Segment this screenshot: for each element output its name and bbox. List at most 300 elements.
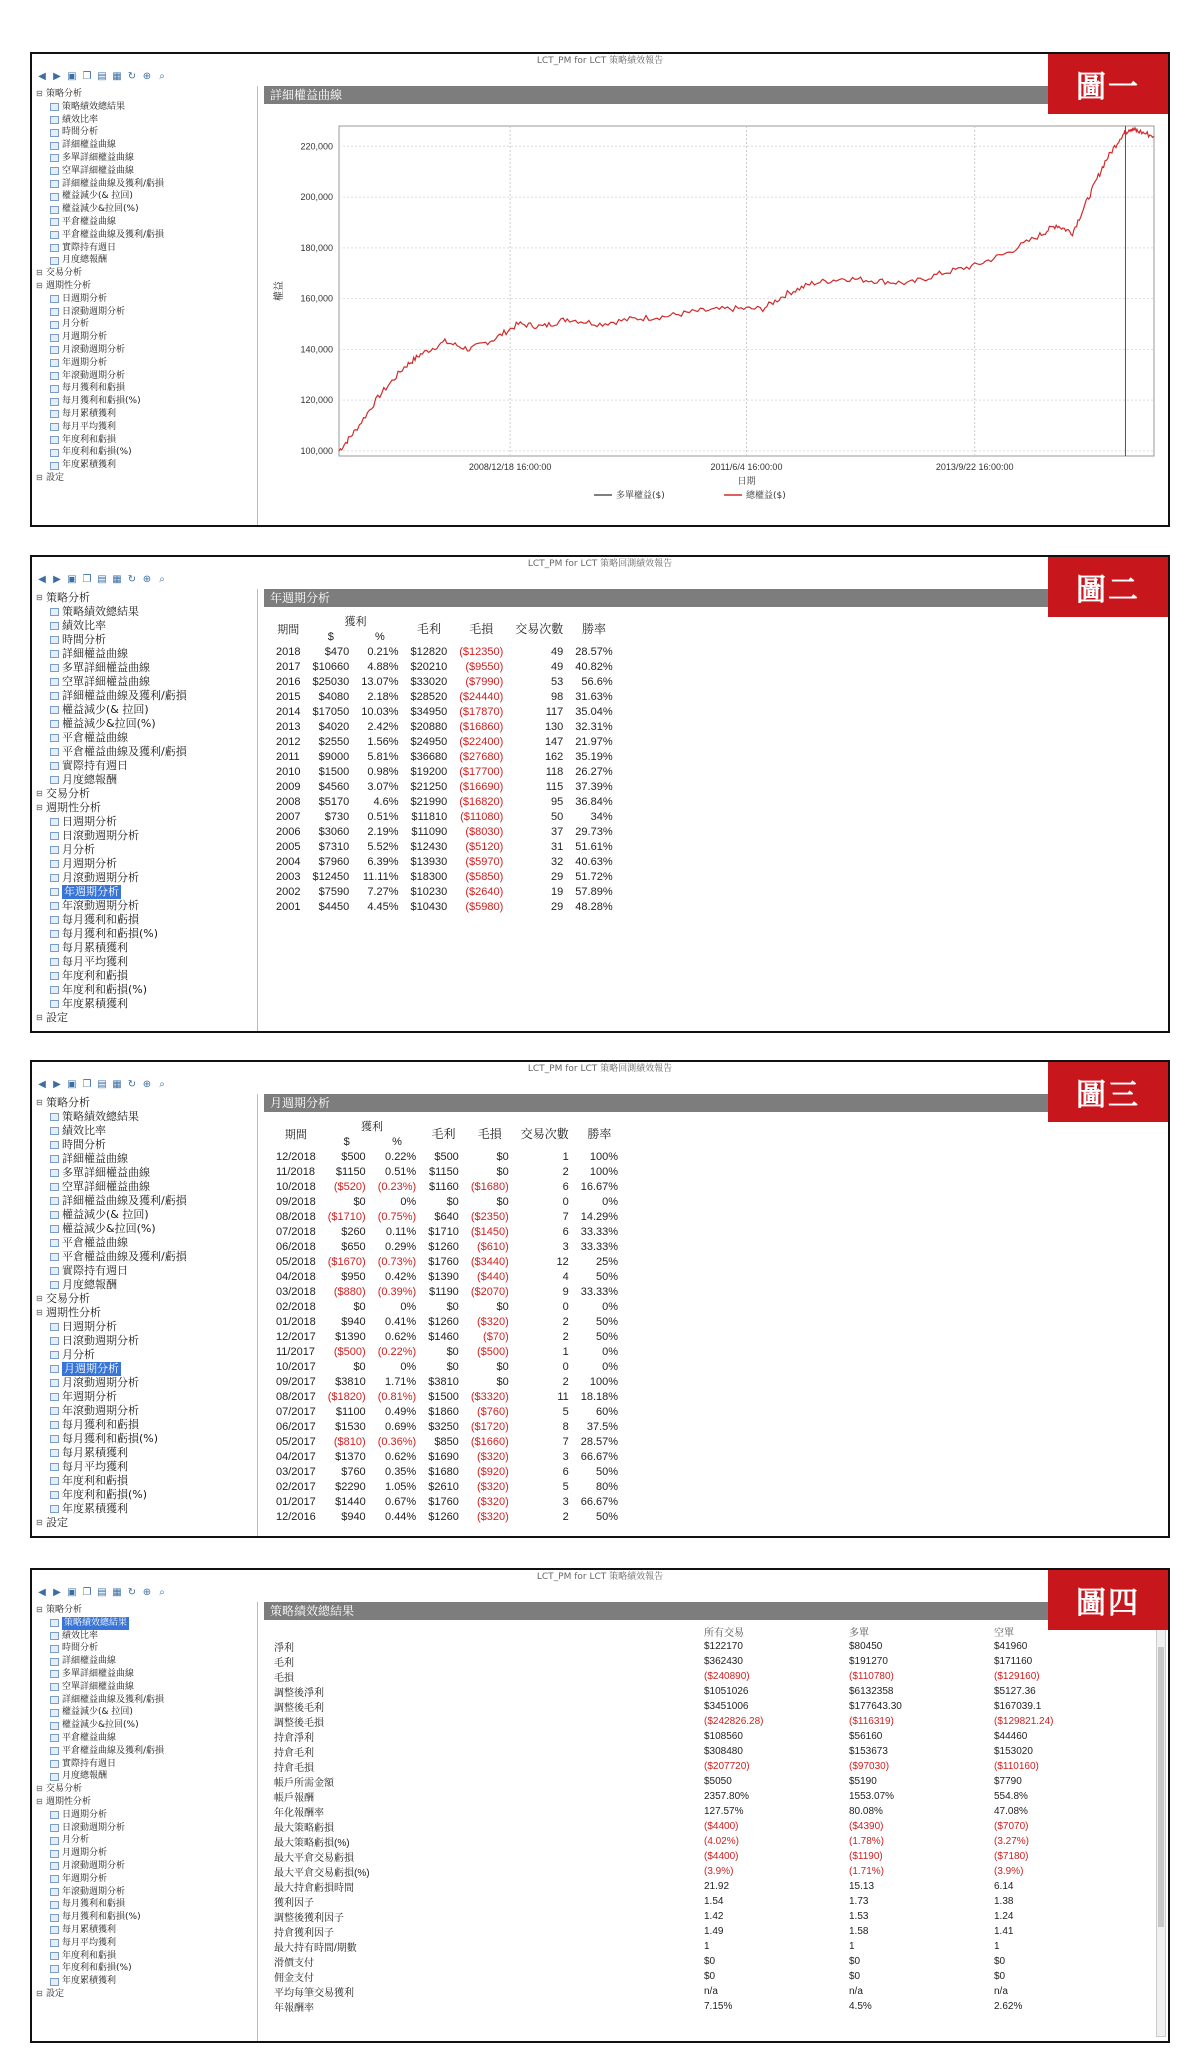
table-cell: $12430 (410, 840, 448, 853)
tree-item[interactable] (36, 745, 257, 759)
tree-item[interactable] (36, 1617, 257, 1630)
table-cell: $1440 (335, 1495, 366, 1508)
tree-item[interactable] (36, 1822, 257, 1835)
tree-item[interactable] (36, 1630, 257, 1643)
report-icon (50, 958, 59, 966)
save-icon[interactable]: ▣ (67, 574, 77, 585)
table-row (270, 1909, 1135, 1924)
table-cell: $4560 (318, 780, 350, 793)
report-icon (50, 1323, 59, 1331)
table-cell: ($3440) (470, 1255, 509, 1268)
expand-toggle-icon[interactable]: ⊟ (36, 789, 43, 798)
metric-label: 年化報酬率 (274, 1808, 324, 1819)
table-cell: ($8030) (465, 825, 504, 838)
toolbar (32, 571, 262, 589)
table-cell: $21990 (410, 795, 448, 808)
copy-icon[interactable]: ❐ (82, 1587, 92, 1598)
tree-item[interactable] (36, 1950, 257, 1963)
table-cell: 0.49% (385, 1405, 417, 1418)
forward-icon[interactable]: ▶ (53, 574, 61, 585)
refresh-icon[interactable]: ↻ (127, 71, 137, 82)
tree-item[interactable] (36, 344, 257, 357)
tree-item[interactable] (36, 1770, 257, 1783)
table-cell: 2 (562, 1165, 569, 1178)
refresh-icon[interactable]: ↻ (127, 1587, 137, 1598)
tree-item[interactable] (36, 1962, 257, 1975)
tree-item-label: 年度利和虧損(%) (62, 447, 132, 458)
save-icon[interactable]: ▣ (67, 1587, 77, 1598)
tree-item[interactable] (36, 703, 257, 717)
save-icon[interactable]: ▣ (67, 71, 77, 82)
tree-item[interactable] (36, 605, 257, 619)
tree-item[interactable] (36, 1222, 257, 1236)
search-icon[interactable]: ⌕ (159, 574, 165, 585)
tree-item[interactable] (36, 689, 257, 703)
tree-item[interactable] (36, 843, 257, 857)
tree-item[interactable] (36, 675, 257, 689)
search-icon[interactable]: ⌕ (159, 1587, 165, 1598)
print-icon[interactable]: ▤ (97, 574, 107, 585)
tree-item-label: 年滾動週期分析 (62, 899, 139, 912)
metric-value: 4.5% (849, 2001, 872, 2012)
tree-folder[interactable] (36, 787, 257, 801)
table-cell: $470 (324, 645, 350, 658)
chart-icon[interactable]: ▦ (112, 71, 122, 82)
table-row (270, 1819, 1135, 1834)
tree-item[interactable] (36, 434, 257, 447)
scrollbar-thumb[interactable] (1158, 1647, 1164, 1927)
forward-icon[interactable]: ▶ (53, 1079, 61, 1090)
table-cell: $1760 (428, 1495, 459, 1508)
report-icon (50, 218, 59, 226)
report-icon (50, 1477, 59, 1485)
table-cell: $940 (341, 1315, 366, 1328)
tree-item[interactable] (36, 1860, 257, 1873)
tree-item[interactable] (36, 1809, 257, 1822)
window-title: LCT_PM for LCT 策略績效報告 (536, 1572, 664, 1582)
tree-item[interactable] (36, 899, 257, 913)
tree-item[interactable] (36, 1278, 257, 1292)
tree-folder[interactable] (36, 267, 257, 280)
copy-icon[interactable]: ❐ (82, 71, 92, 82)
tree-item[interactable] (36, 1745, 257, 1758)
tree-item[interactable] (36, 1474, 257, 1488)
table-cell: ($16690) (459, 780, 504, 793)
search-icon[interactable]: ⌕ (159, 71, 165, 82)
tree-folder[interactable] (36, 88, 257, 101)
tree-item[interactable] (36, 1250, 257, 1264)
tree-item-label: 權益減少&拉回(%) (62, 204, 139, 215)
tree-item[interactable] (36, 1655, 257, 1668)
report-icon (50, 1421, 59, 1429)
tree-item[interactable] (36, 633, 257, 647)
table-cell: 18.18% (580, 1390, 619, 1403)
tree-item[interactable] (36, 242, 257, 255)
print-icon[interactable]: ▤ (97, 71, 107, 82)
table-cell: 37.39% (575, 780, 613, 793)
tree-item[interactable] (36, 1110, 257, 1124)
table-cell: 01/2018 (276, 1315, 316, 1328)
table-cell: ($7990) (465, 675, 504, 688)
table-row (270, 1969, 1135, 1984)
tree-item[interactable] (36, 717, 257, 731)
metric-value: (3.27%) (994, 1836, 1030, 1847)
table-cell: 4.6% (373, 795, 399, 808)
tree-item-label: 交易分析 (46, 787, 90, 800)
report-icon (50, 1926, 59, 1934)
tree-item[interactable] (36, 1152, 257, 1166)
tree-item[interactable] (36, 1502, 257, 1516)
tree-item[interactable] (36, 178, 257, 191)
tree-folder[interactable] (36, 801, 257, 815)
table-cell: ($5970) (465, 855, 504, 868)
table-row (270, 794, 619, 809)
tree-item[interactable] (36, 927, 257, 941)
tree-folder[interactable] (36, 1796, 257, 1809)
tree-item[interactable] (36, 357, 257, 370)
tree-item[interactable] (36, 126, 257, 139)
tree-item[interactable] (36, 152, 257, 165)
tree-item[interactable] (36, 1446, 257, 1460)
back-icon[interactable]: ◀ (38, 1587, 46, 1598)
table-cell: 0 (562, 1360, 569, 1373)
tree-item[interactable] (36, 1194, 257, 1208)
table-cell: ($320) (476, 1480, 509, 1493)
table-cell: 2016 (276, 675, 301, 688)
report-icon (50, 1491, 59, 1499)
metric-value: ($207720) (704, 1761, 750, 1772)
expand-toggle-icon[interactable]: ⊟ (36, 803, 43, 812)
metric-value: $5050 (704, 1776, 732, 1787)
toolbar (32, 68, 262, 86)
metric-value: ($110160) (994, 1761, 1039, 1772)
tree-folder[interactable] (36, 1604, 257, 1617)
metric-value: 1.24 (994, 1911, 1014, 1922)
copy-icon[interactable]: ❐ (82, 1079, 92, 1090)
tree-item[interactable] (36, 969, 257, 983)
report-icon (50, 308, 59, 316)
tree-item-label: 策略分析 (46, 1605, 83, 1615)
print-icon[interactable]: ▤ (97, 1587, 107, 1598)
tree-item[interactable] (36, 1758, 257, 1771)
tree-item[interactable] (36, 885, 257, 899)
tree-item[interactable] (36, 1642, 257, 1655)
tree-item[interactable] (36, 1320, 257, 1334)
zoom-icon[interactable]: ⊕ (142, 71, 152, 82)
tree-item[interactable] (36, 1834, 257, 1847)
report-icon (50, 359, 59, 367)
table-cell: 2004 (276, 855, 301, 868)
tree-folder[interactable] (36, 1306, 257, 1320)
tree-item[interactable] (36, 1706, 257, 1719)
tree-item[interactable] (36, 203, 257, 216)
report-icon (50, 832, 59, 840)
tree-item[interactable] (36, 331, 257, 344)
metric-value: ($4400) (704, 1821, 739, 1832)
table-cell: $5170 (318, 795, 350, 808)
tree-item[interactable] (36, 913, 257, 927)
expand-toggle-icon[interactable]: ⊟ (36, 268, 43, 278)
table-row (270, 1714, 1135, 1729)
tree-item[interactable] (36, 1362, 257, 1376)
report-icon (50, 398, 59, 406)
expand-toggle-icon[interactable]: ⊟ (36, 1796, 43, 1806)
table-cell: ($810) (333, 1435, 366, 1448)
tree-item[interactable] (36, 1138, 257, 1152)
table-row (270, 644, 619, 659)
metric-label: 毛損 (274, 1673, 294, 1684)
tree-item[interactable] (36, 254, 257, 267)
tree-item[interactable] (36, 1460, 257, 1474)
tree-item-label: 實際持有週日 (62, 759, 128, 772)
tree-item[interactable] (36, 1668, 257, 1681)
tree-folder[interactable] (36, 591, 257, 605)
navigation-tree (32, 589, 258, 1031)
report-icon (50, 334, 59, 342)
metric-value: 1.58 (849, 1926, 869, 1937)
metric-value: 1 (994, 1941, 1000, 1952)
tree-item-label: 空單詳細權益曲線 (62, 675, 150, 688)
table-cell: 2.18% (367, 690, 399, 703)
tree-item[interactable] (36, 1348, 257, 1362)
metric-value: $5190 (849, 1776, 877, 1787)
expand-toggle-icon[interactable]: ⊟ (36, 593, 43, 602)
table-cell: 08/2017 (276, 1390, 316, 1403)
tree-item[interactable] (36, 306, 257, 319)
tree-item-label: 設定 (46, 472, 65, 483)
expand-toggle-icon[interactable]: ⊟ (36, 1784, 43, 1794)
tree-item[interactable] (36, 941, 257, 955)
tree-item[interactable] (36, 139, 257, 152)
tree-item[interactable] (36, 421, 257, 434)
tree-item[interactable] (36, 983, 257, 997)
tree-folder[interactable] (36, 1516, 257, 1530)
expand-toggle-icon[interactable]: ⊟ (36, 1518, 43, 1527)
tree-folder[interactable] (36, 280, 257, 293)
table-cell: $33020 (410, 675, 448, 688)
tree-item[interactable] (36, 1898, 257, 1911)
tree-item-label: 每月獲利和虧損 (62, 1899, 126, 1910)
tree-item[interactable] (36, 1681, 257, 1694)
report-icon (50, 846, 59, 854)
tree-item[interactable] (36, 1404, 257, 1418)
zoom-icon[interactable]: ⊕ (142, 1587, 152, 1598)
report-icon (50, 1225, 59, 1233)
tree-item[interactable] (36, 1208, 257, 1222)
tree-folder[interactable] (36, 1292, 257, 1306)
tree-item[interactable] (36, 1873, 257, 1886)
tree-item-label: 設定 (46, 1011, 68, 1024)
y-axis-label: 權益 (274, 281, 285, 301)
table-cell: $3250 (428, 1420, 459, 1433)
expand-toggle-icon[interactable]: ⊟ (36, 1013, 43, 1022)
table-row (270, 1464, 624, 1479)
tree-item[interactable] (36, 101, 257, 114)
tree-item[interactable] (36, 1376, 257, 1390)
chart-icon[interactable]: ▦ (112, 1079, 122, 1090)
back-icon[interactable]: ◀ (38, 71, 46, 82)
tree-folder[interactable] (36, 1096, 257, 1110)
search-icon[interactable]: ⌕ (159, 1079, 165, 1090)
tree-item[interactable] (36, 1975, 257, 1988)
tree-item[interactable] (36, 1694, 257, 1707)
tree-item-label: 年度利和虧損 (62, 1474, 128, 1487)
report-icon (50, 650, 59, 658)
refresh-icon[interactable]: ↻ (127, 574, 137, 585)
chart-icon[interactable]: ▦ (112, 1587, 122, 1598)
table-row (270, 1639, 1135, 1654)
refresh-icon[interactable]: ↻ (127, 1079, 137, 1090)
figure-badge: 圖一 (1048, 54, 1168, 114)
print-icon[interactable]: ▤ (97, 1079, 107, 1090)
back-icon[interactable]: ◀ (38, 1079, 46, 1090)
table-cell: $650 (341, 1240, 366, 1253)
tree-item[interactable] (36, 731, 257, 745)
tree-item[interactable] (36, 318, 257, 331)
tree-item[interactable] (36, 815, 257, 829)
tree-item[interactable] (36, 871, 257, 885)
tree-item[interactable] (36, 997, 257, 1011)
tree-item[interactable] (36, 293, 257, 306)
tree-item[interactable] (36, 857, 257, 871)
table-cell: 34% (590, 810, 613, 823)
table-cell: 118 (545, 765, 564, 778)
table-cell: 49 (551, 645, 564, 658)
save-icon[interactable]: ▣ (67, 1079, 77, 1090)
tree-item[interactable] (36, 446, 257, 459)
tree-item-label: 月度總報酬 (62, 773, 117, 786)
table-cell: $2610 (428, 1480, 459, 1493)
zoom-icon[interactable]: ⊕ (142, 1079, 152, 1090)
report-icon (50, 1463, 59, 1471)
tree-folder[interactable] (36, 1783, 257, 1796)
tree-item[interactable] (36, 1924, 257, 1937)
tree-item[interactable] (36, 1911, 257, 1924)
tree-item[interactable] (36, 661, 257, 675)
zoom-icon[interactable]: ⊕ (142, 574, 152, 585)
tree-item-label: 每月平均獲利 (62, 1937, 117, 1948)
metric-value: ($129821.24) (994, 1716, 1054, 1727)
metric-value: $122170 (704, 1641, 743, 1652)
tree-item[interactable] (36, 1432, 257, 1446)
copy-icon[interactable]: ❐ (82, 574, 92, 585)
tree-item[interactable] (36, 459, 257, 472)
expand-toggle-icon[interactable]: ⊟ (36, 1605, 43, 1614)
tree-item[interactable] (36, 1236, 257, 1250)
table-cell: 0% (602, 1195, 619, 1208)
back-icon[interactable]: ◀ (38, 574, 46, 585)
table-cell: 50% (596, 1270, 619, 1283)
tree-item[interactable] (36, 114, 257, 127)
table-cell: 0.21% (367, 645, 399, 658)
table-cell: $0 (353, 1300, 366, 1313)
tree-item-label: 年度累積獲利 (62, 460, 117, 471)
tree-item-label: 詳細權益曲線及獲利/虧損 (62, 178, 165, 189)
tree-item[interactable] (36, 1847, 257, 1860)
table-cell: $1260 (428, 1240, 459, 1253)
chart-icon[interactable]: ▦ (112, 574, 122, 585)
table-cell: ($920) (476, 1465, 509, 1478)
table-cell: 147 (544, 735, 564, 748)
table-row (270, 1924, 1135, 1939)
tree-item-label: 設定 (46, 1516, 68, 1529)
expand-toggle-icon[interactable]: ⊟ (36, 1098, 43, 1107)
tree-item-label: 平倉權益曲線 (62, 1732, 117, 1743)
metric-value: $0 (704, 1956, 716, 1967)
tree-item[interactable] (36, 647, 257, 661)
table-cell: ($9550) (465, 660, 504, 673)
table-cell: $0 (446, 1300, 459, 1313)
tree-item-label: 每月獲利和虧損(%) (62, 1432, 159, 1445)
table-cell: (0.22%) (377, 1345, 417, 1358)
table-cell: $10230 (410, 885, 448, 898)
tree-item[interactable] (36, 1418, 257, 1432)
expand-toggle-icon[interactable]: ⊟ (36, 1308, 43, 1317)
tree-item-label: 平倉權益曲線及獲利/虧損 (62, 1745, 165, 1756)
table-cell: 40.82% (575, 660, 613, 673)
tree-item[interactable] (36, 1390, 257, 1404)
expand-toggle-icon[interactable]: ⊟ (36, 1294, 43, 1303)
expand-toggle-icon[interactable]: ⊟ (36, 472, 43, 482)
forward-icon[interactable]: ▶ (53, 1587, 61, 1598)
table-cell: 7 (562, 1435, 569, 1448)
tree-item[interactable] (36, 1937, 257, 1950)
expand-toggle-icon[interactable]: ⊟ (36, 280, 43, 290)
expand-toggle-icon[interactable]: ⊟ (36, 1988, 43, 1998)
tree-item[interactable] (36, 408, 257, 421)
tree-item[interactable] (36, 229, 257, 242)
tree-item[interactable] (36, 1124, 257, 1138)
tree-item[interactable] (36, 216, 257, 229)
tree-item[interactable] (36, 759, 257, 773)
metric-value: ($116319) (849, 1716, 894, 1727)
tree-item[interactable] (36, 1166, 257, 1180)
table-cell: 2012 (276, 735, 301, 748)
tree-item[interactable] (36, 1488, 257, 1502)
table-cell: $260 (341, 1225, 366, 1238)
tree-item[interactable] (36, 370, 257, 383)
tree-item[interactable] (36, 1732, 257, 1745)
expand-toggle-icon[interactable]: ⊟ (36, 89, 43, 98)
tree-item[interactable] (36, 395, 257, 408)
tree-item[interactable] (36, 1180, 257, 1194)
tree-item[interactable] (36, 829, 257, 843)
tree-item[interactable] (36, 773, 257, 787)
tree-item[interactable] (36, 955, 257, 969)
table-cell: $9000 (318, 750, 350, 763)
metric-label: 平均每筆交易獲利 (274, 1988, 354, 1999)
tree-item[interactable] (36, 165, 257, 178)
tree-item-label: 時間分析 (62, 1138, 106, 1151)
tree-item[interactable] (36, 190, 257, 203)
forward-icon[interactable]: ▶ (53, 71, 61, 82)
table-cell: (0.36%) (377, 1435, 417, 1448)
tree-item[interactable] (36, 382, 257, 395)
tree-item[interactable] (36, 619, 257, 633)
tree-folder[interactable] (36, 1988, 257, 2001)
tree-item[interactable] (36, 1334, 257, 1348)
vertical-scrollbar[interactable] (1156, 1626, 1166, 2037)
tree-item[interactable] (36, 1886, 257, 1899)
table-cell: $1150 (335, 1165, 366, 1178)
metric-label: 毛利 (274, 1658, 294, 1669)
tree-item[interactable] (36, 1719, 257, 1732)
tree-folder[interactable] (36, 472, 257, 485)
tree-item[interactable] (36, 1264, 257, 1278)
tree-folder[interactable] (36, 1011, 257, 1025)
col-gross-profit: 毛利 (416, 622, 441, 636)
metric-value: $3451006 (704, 1701, 749, 1712)
